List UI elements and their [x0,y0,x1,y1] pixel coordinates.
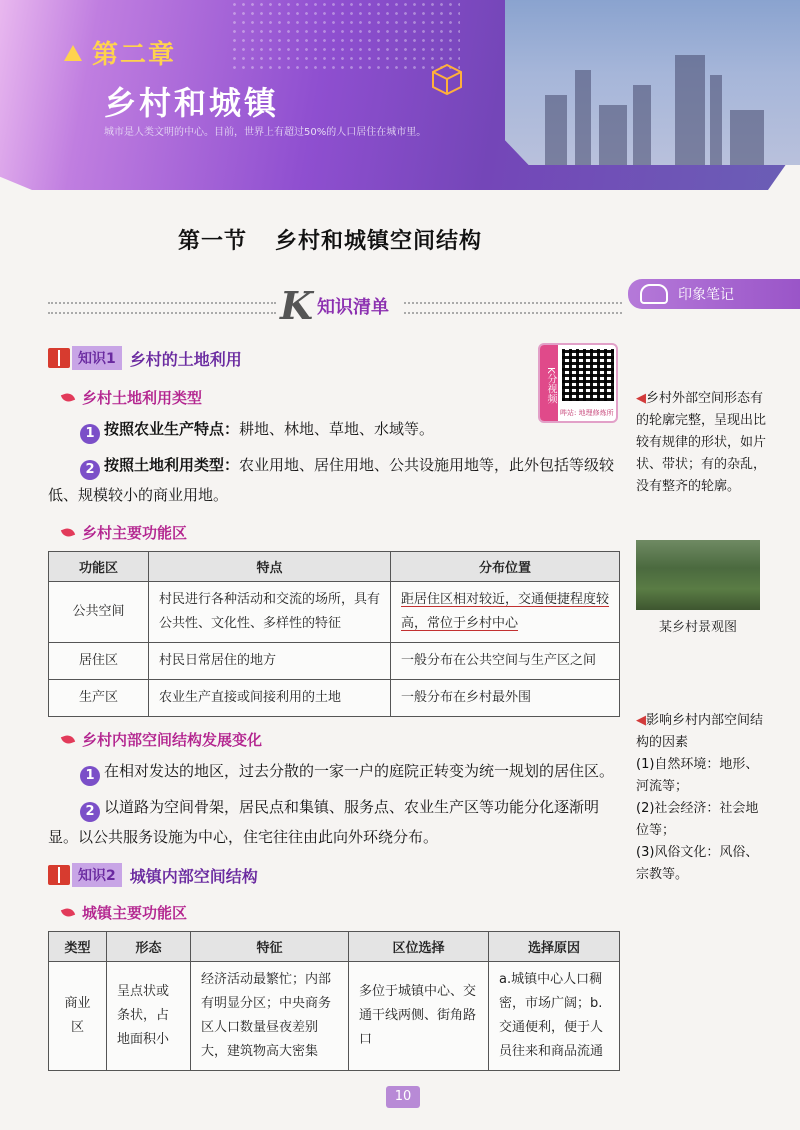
knowledge-list-label: 知识清单 [317,297,390,318]
side-note-item: (1)自然环境：地形、河流等； [636,757,759,794]
subheading [62,522,628,543]
chapter-banner [0,0,800,192]
side-note-outer-shape [636,388,766,498]
paragraph-text: 农业用地、居住用地、公共设施用地等，此外包括等级较低、规模较小的商业用地。 [48,456,615,504]
chapter-title: 乡村和城镇 [104,84,280,122]
table-cell: 经济活动最繁忙；内部有明显分区；中央商务区人口数量昼夜差别大，建筑物高大密集 [191,962,349,1071]
paragraph [48,756,628,786]
rural-function-table [48,551,620,717]
number-badge: 1 [80,766,100,786]
table-cell: 呈点状或条状，占地面积小 [107,962,191,1071]
banner-dot-pattern [230,0,460,70]
side-note-factors [636,710,766,886]
table-header: 选择原因 [489,932,620,962]
table-header: 功能区 [49,552,149,582]
subheading-text: 乡村主要功能区 [82,524,188,542]
table-cell: 生产区 [49,680,149,717]
number-badge: 2 [80,460,100,480]
cube-icon [430,62,464,96]
table-header: 类型 [49,932,107,962]
leaf-icon [61,733,75,746]
underlined-text: 距居住区相对较近，交通便捷程度较高，常位于乡村中心 [401,592,610,631]
notes-tab-label: 印象笔记 [678,287,734,303]
knowledge-list-header [280,283,390,328]
knowledge-title: 城镇内部空间结构 [129,866,258,886]
section-number: 第一节 [177,228,247,254]
paragraph-text: 在相对发达的地区，过去分散的一家一户的庭院正转变为统一规划的居住区。 [104,762,615,780]
paragraph [48,414,628,444]
table-cell: 多位于城镇中心、交通干线两侧、街角路口 [349,962,489,1071]
divider-right [404,302,622,314]
side-note-item: (3)风俗文化：风俗、宗教等。 [636,845,759,882]
knowledge-tag: 知识1 [72,346,122,370]
divider-left [48,302,276,314]
table-header: 形态 [107,932,191,962]
table-cell [391,582,620,643]
notes-icon [640,284,668,304]
paragraph-text: 耕地、林地、草地、水域等。 [239,420,435,438]
table-row [49,680,620,717]
table-cell: 村民日常居住的地方 [149,643,391,680]
section-name: 乡村和城镇空间结构 [275,228,483,254]
table-cell: 居住区 [49,643,149,680]
paragraph-text: 以道路为空间骨架，居民点和集镇、服务点、农业生产区等功能分化逐渐明显。以公共服务设施为中心，住宅往往由此向外环绕分布。 [48,798,600,846]
table-cell: 商业区 [49,962,107,1071]
table-cell: 农业生产直接或间接利用的土地 [149,680,391,717]
arrow-left-icon: ◀ [636,391,646,406]
table-header: 区位选择 [349,932,489,962]
city-skyline-image [505,0,800,165]
page-number: 10 [386,1086,420,1108]
notes-tab [628,279,800,309]
paragraph-bold: 按照农业生产特点： [104,420,240,438]
table-cell: 一般分布在公共空间与生产区之间 [391,643,620,680]
triangle-icon [64,45,82,61]
paragraph-bold: 按照土地利用类型： [104,456,240,474]
subheading [62,387,628,408]
table-header: 特征 [191,932,349,962]
chapter-label: 第二章 [92,40,177,70]
table-cell: 公共空间 [49,582,149,643]
arrow-left-icon: ◀ [636,713,646,728]
table-header: 分布位置 [391,552,620,582]
side-note-title: 影响乡村内部空间结构的因素 [636,713,764,750]
book-icon [48,348,70,368]
table-row [49,582,620,643]
k-logo-icon: K [280,283,314,328]
photo-caption: 某乡村景观图 [658,620,737,635]
urban-function-table [48,931,620,1071]
table-header: 特点 [149,552,391,582]
main-content [48,345,628,1071]
number-badge: 1 [80,424,100,444]
knowledge-point-2-header [48,862,628,888]
leaf-icon [61,526,75,539]
banner-subtitle: 城市是人类文明的中心。目前，世界上有超过50%的人口居住在城市里。 [104,127,427,138]
subheading-text: 乡村土地利用类型 [82,389,203,407]
paragraph [48,792,628,852]
village-landscape-photo [636,540,760,610]
subheading-text: 城镇主要功能区 [82,904,188,922]
table-cell: 村民进行各种活动和交流的场所，具有公共性、文化性、多样性的特征 [149,582,391,643]
qr-side-label: K分视频 [540,345,558,421]
paragraph [48,450,628,510]
table-row [49,962,620,1071]
chapter-label-row [64,34,176,71]
subheading [62,902,628,923]
side-note-item: (2)社会经济：社会地位等； [636,801,759,838]
table-cell: 一般分布在乡村最外围 [391,680,620,717]
number-badge: 2 [80,802,100,822]
knowledge-point-1-header [48,345,628,371]
knowledge-tag: 知识2 [72,863,122,887]
leaf-icon [61,906,75,919]
leaf-icon [61,391,75,404]
table-row [49,643,620,680]
knowledge-title: 乡村的土地利用 [129,349,242,369]
subheading [62,729,628,750]
section-title [0,224,660,255]
table-cell: a.城镇中心人口稠密，市场广阔；b.交通便利，便于人员往来和商品流通 [489,962,620,1071]
subheading-text: 乡村内部空间结构发展变化 [82,731,263,749]
book-icon [48,865,70,885]
side-note-text: 乡村外部空间形态有的轮廓完整，呈现出比较有规律的形状，如片状、带状；有的杂乱，没有整齐的轮廓。 [636,391,767,494]
qr-caption: 哔站: 地理修炼所 [560,409,614,417]
